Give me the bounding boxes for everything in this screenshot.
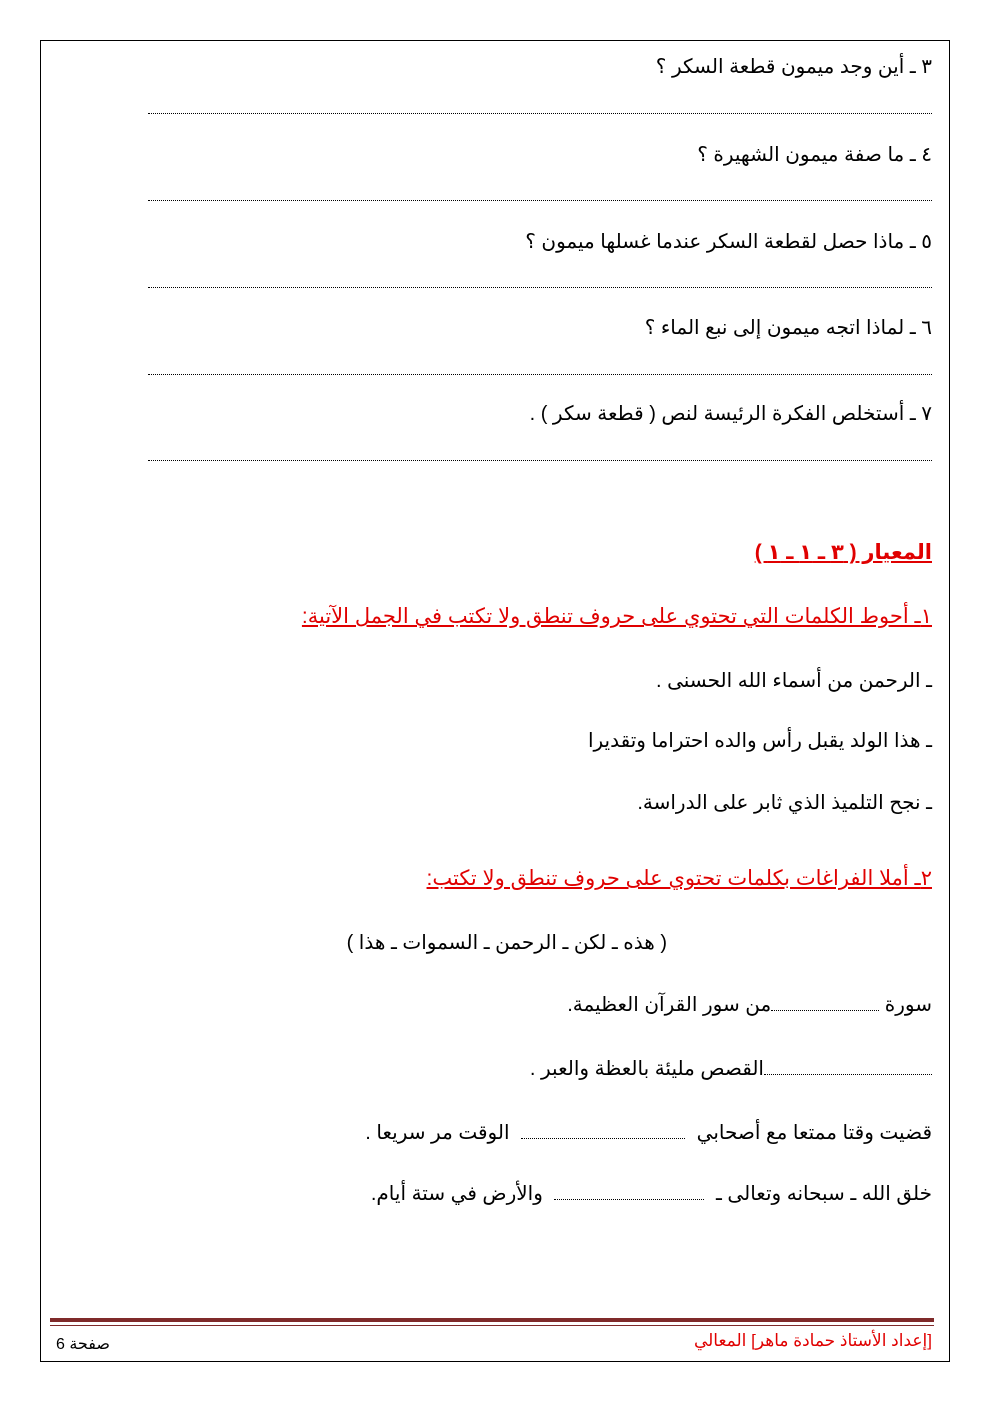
task1-sentence-2: ـ هذا الولد يقبل رأس والده احتراما وتقديرا bbox=[587, 730, 932, 752]
fill-item-1-after: من سور القرآن العظيمة. bbox=[567, 994, 772, 1016]
page-number: صفحة 6 bbox=[56, 1336, 110, 1353]
question-4: ٤ ـ ما صفة ميمون الشهيرة ؟ bbox=[697, 144, 932, 166]
fill-blank-1[interactable] bbox=[771, 996, 879, 1011]
footer-divider-thin bbox=[50, 1325, 934, 1326]
footer-divider bbox=[50, 1318, 934, 1322]
fill-blank-3[interactable] bbox=[521, 1124, 685, 1139]
question-5: ٥ ـ ماذا حصل لقطعة السكر عندما غسلها ميمون ؟ bbox=[525, 231, 932, 253]
question-7: ٧ ـ أستخلص الفكرة الرئيسة لنص ( قطعة سكر ) . bbox=[529, 403, 932, 425]
word-bank: ( هذه ـ لكن ـ الرحمن ـ السموات ـ هذا ) bbox=[346, 932, 667, 954]
fill-item-4 bbox=[371, 1181, 932, 1206]
task1-sentence-3: ـ نجح التلميذ الذي ثابر على الدراسة. bbox=[637, 792, 932, 814]
fill-item-4-before: خلق الله ـ سبحانه وتعالى ـ bbox=[716, 1183, 932, 1205]
answer-line-7[interactable] bbox=[148, 460, 932, 461]
fill-item-1 bbox=[567, 992, 932, 1017]
fill-item-1-before: سورة bbox=[884, 994, 932, 1016]
question-6: ٦ ـ لماذا اتجه ميمون إلى نبع الماء ؟ bbox=[644, 317, 932, 339]
fill-item-2 bbox=[530, 1056, 932, 1081]
task2-heading: ٢ـ أملا الفراغات بكلمات تحتوي على حروف تنطق ولا تكتب: bbox=[426, 867, 932, 890]
task1-sentence-1: ـ الرحمن من أسماء الله الحسنى . bbox=[655, 670, 932, 692]
task1-heading: ١ـ أحوط الكلمات التي تحتوي على حروف تنطق ولا تكتب في الجمل الآتية: bbox=[301, 605, 932, 628]
fill-item-3-after: الوقت مر سريعا . bbox=[365, 1122, 510, 1144]
fill-item-4-after: والأرض في ستة أيام. bbox=[370, 1183, 543, 1205]
footer-author: [إعداد الأستاذ حمادة ماهر] المعالي bbox=[693, 1331, 932, 1350]
fill-blank-4[interactable] bbox=[554, 1185, 704, 1200]
answer-line-3[interactable] bbox=[148, 113, 932, 114]
answer-line-4[interactable] bbox=[148, 200, 932, 201]
standard-heading: المعيار ( ٣ ـ ١ ـ ١ ) bbox=[754, 541, 932, 564]
fill-blank-2[interactable] bbox=[764, 1060, 932, 1075]
fill-item-3-before: قضيت وقتا ممتعا مع أصحابي bbox=[696, 1122, 932, 1144]
fill-item-3 bbox=[365, 1120, 932, 1145]
fill-item-2-after: القصص مليئة بالعظة والعبر . bbox=[529, 1058, 764, 1080]
answer-line-5[interactable] bbox=[148, 287, 932, 288]
answer-line-6[interactable] bbox=[148, 374, 932, 375]
question-3: ٣ ـ أين وجد ميمون قطعة السكر ؟ bbox=[655, 56, 932, 78]
